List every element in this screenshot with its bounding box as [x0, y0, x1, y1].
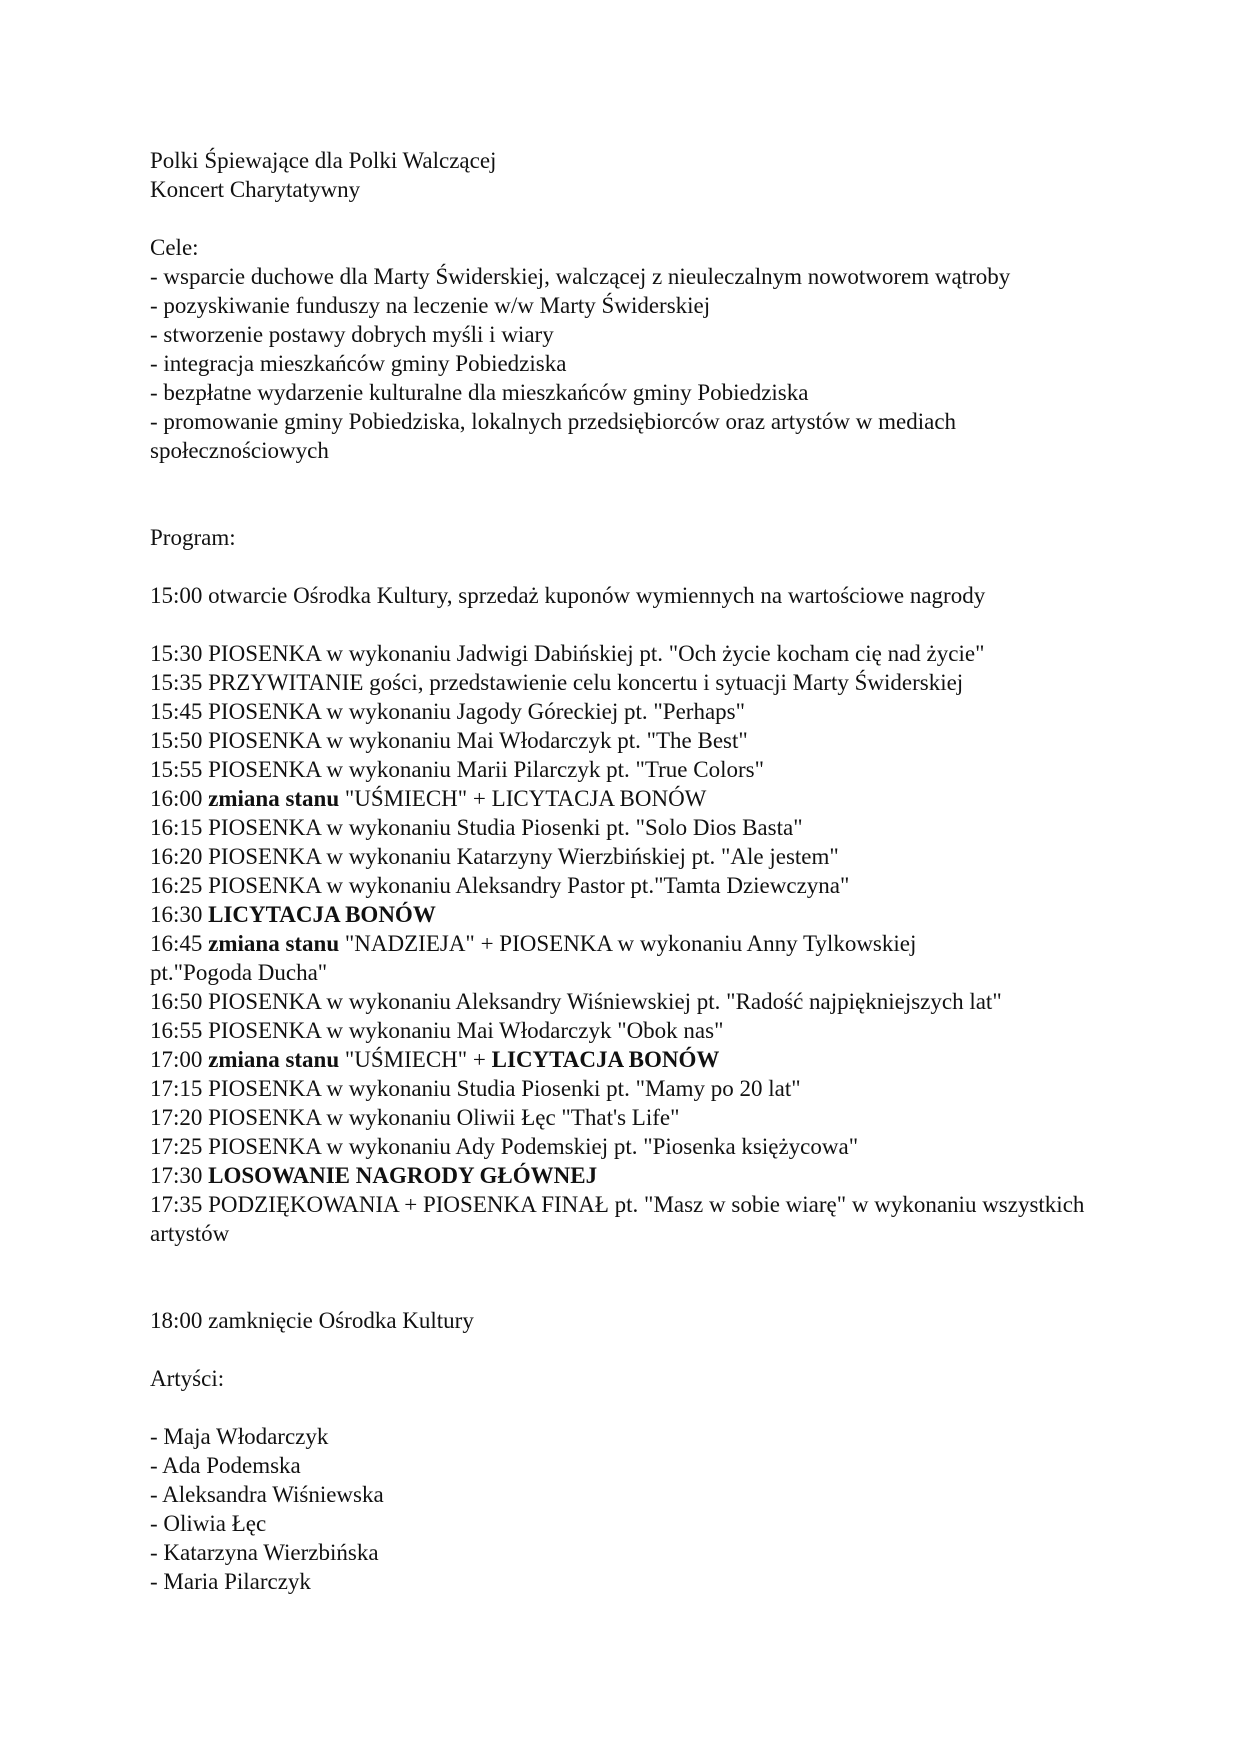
document-page: [150, 146, 1150, 1596]
spacer: [150, 1393, 1150, 1422]
program-text: PODZIĘKOWANIA + PIOSENKA FINAŁ pt. "Masz w sobie wiarę" w wykonaniu wszystkich artystów: [150, 1192, 1091, 1246]
program-bold: LOSOWANIE NAGRODY GŁÓWNEJ: [202, 1163, 598, 1188]
program-bold: zmiana stanu: [202, 1047, 340, 1072]
program-text: "NADZIEJA" + PIOSENKA w wykonaniu Anny Tylkowskiej pt."Pogoda Ducha": [150, 931, 923, 985]
program-item: [150, 871, 1150, 900]
program-text: PIOSENKA w wykonaniu Mai Włodarczyk pt. "The Best": [202, 728, 748, 753]
artist-item: - Maja Włodarczyk: [150, 1424, 329, 1449]
program-time: 17:25: [150, 1134, 203, 1159]
program-text: PIOSENKA w wykonaniu Oliwii Łęc "That's Life": [202, 1105, 680, 1130]
program-text: PIOSENKA w wykonaniu Ady Podemskiej pt. "Piosenka księżycowa": [202, 1134, 859, 1159]
program-item: [150, 668, 1150, 697]
program-time: 17:20: [150, 1105, 203, 1130]
document-title: Polki Śpiewające dla Polki Walczącej: [150, 148, 497, 173]
goal-item: - integracja mieszkańców gminy Pobiedziska: [150, 351, 567, 376]
program-time: 16:55: [150, 1018, 203, 1043]
program-text: PIOSENKA w wykonaniu Katarzyny Wierzbińskiej pt. "Ale jestem": [202, 844, 839, 869]
program-time: 15:50: [150, 728, 203, 753]
program-text: PIOSENKA w wykonaniu Mai Włodarczyk "Obok nas": [202, 1018, 724, 1043]
program-bold: LICYTACJA BONÓW: [202, 902, 436, 927]
program-item: [150, 1161, 1150, 1190]
program-text: PIOSENKA w wykonaniu Aleksandry Pastor pt."Tamta Dziewczyna": [202, 873, 850, 898]
program-time: 16:00: [150, 786, 203, 811]
program-closing: 18:00 zamknięcie Ośrodka Kultury: [150, 1308, 474, 1333]
program-item: [150, 755, 1150, 784]
goals-list: [150, 262, 1150, 465]
program-time: 15:30: [150, 641, 203, 666]
artist-item: - Maria Pilarczyk: [150, 1569, 311, 1594]
program-text: PRZYWITANIE gości, przedstawienie celu koncertu i sytuacji Marty Świderskiej: [202, 670, 964, 695]
program-item: [150, 929, 1020, 987]
program-time: 16:45: [150, 931, 203, 956]
program-bold-tail: LICYTACJA BONÓW: [491, 1047, 720, 1072]
program-time: 17:30: [150, 1163, 203, 1188]
program-item: [150, 1016, 1150, 1045]
program-item: [150, 987, 1150, 1016]
program-item: [150, 1190, 1090, 1248]
program-time: 15:45: [150, 699, 203, 724]
program-item: [150, 1045, 1150, 1074]
program-text: PIOSENKA w wykonaniu Studia Piosenki pt. "Solo Dios Basta": [202, 815, 803, 840]
program-schedule: [150, 639, 1150, 1248]
program-item: [150, 1074, 1150, 1103]
artists-list: [150, 1422, 1150, 1596]
program-item: [150, 842, 1150, 871]
program-time: 17:35: [150, 1192, 203, 1217]
program-item: [150, 784, 1150, 813]
goal-item: - wsparcie duchowe dla Marty Świderskiej, walczącej z nieuleczalnym nowotworem wątroby: [150, 264, 1011, 289]
artist-item: - Oliwia Łęc: [150, 1511, 267, 1536]
spacer: [150, 465, 1150, 523]
program-time: 17:00: [150, 1047, 203, 1072]
artists-heading: Artyści:: [150, 1366, 225, 1391]
program-time: 15:55: [150, 757, 203, 782]
goal-item-continuation: społecznościowych: [150, 438, 329, 463]
program-text: PIOSENKA w wykonaniu Aleksandry Wiśniewskiej pt. "Radość najpiękniejszych lat": [202, 989, 1002, 1014]
goals-heading: Cele:: [150, 235, 199, 260]
goal-item: - bezpłatne wydarzenie kulturalne dla mieszkańców gminy Pobiedziska: [150, 380, 809, 405]
program-item: [150, 639, 1150, 668]
document-subtitle: Koncert Charytatywny: [150, 177, 361, 202]
artist-item: - Ada Podemska: [150, 1453, 301, 1478]
spacer: [150, 204, 1150, 233]
program-item: [150, 1103, 1150, 1132]
spacer: [150, 610, 1150, 639]
artist-item: - Aleksandra Wiśniewska: [150, 1482, 384, 1507]
program-bold: zmiana stanu: [202, 786, 340, 811]
program-bold: zmiana stanu: [202, 931, 340, 956]
goal-item: - pozyskiwanie funduszy na leczenie w/w Marty Świderskiej: [150, 293, 711, 318]
program-text: PIOSENKA w wykonaniu Studia Piosenki pt. "Mamy po 20 lat": [202, 1076, 801, 1101]
program-item: [150, 726, 1150, 755]
program-text: PIOSENKA w wykonaniu Jagody Góreckiej pt. "Perhaps": [202, 699, 745, 724]
goal-item: - stworzenie postawy dobrych myśli i wiary: [150, 322, 554, 347]
program-time: 15:35: [150, 670, 203, 695]
program-time: 16:15: [150, 815, 203, 840]
program-text: PIOSENKA w wykonaniu Marii Pilarczyk pt. "True Colors": [202, 757, 764, 782]
program-time: 16:25: [150, 873, 203, 898]
program-time: 16:30: [150, 902, 203, 927]
program-heading: Program:: [150, 525, 236, 550]
program-opening: 15:00 otwarcie Ośrodka Kultury, sprzedaż kuponów wymiennych na wartościowe nagrody: [150, 583, 986, 608]
program-item: [150, 697, 1150, 726]
program-time: 17:15: [150, 1076, 203, 1101]
program-text: "UŚMIECH" + LICYTACJA BONÓW: [339, 786, 707, 811]
spacer: [150, 1335, 1150, 1364]
goal-item: - promowanie gminy Pobiedziska, lokalnych przedsiębiorców oraz artystów w mediach: [150, 409, 957, 434]
program-time: 16:50: [150, 989, 203, 1014]
spacer: [150, 1248, 1150, 1306]
program-item: [150, 900, 1150, 929]
program-time: 16:20: [150, 844, 203, 869]
program-item: [150, 813, 1150, 842]
program-item: [150, 1132, 1150, 1161]
program-text: "UŚMIECH" +: [339, 1047, 492, 1072]
program-text: PIOSENKA w wykonaniu Jadwigi Dabińskiej pt. "Och życie kocham cię nad życie": [202, 641, 985, 666]
spacer: [150, 552, 1150, 581]
artist-item: - Katarzyna Wierzbińska: [150, 1540, 379, 1565]
